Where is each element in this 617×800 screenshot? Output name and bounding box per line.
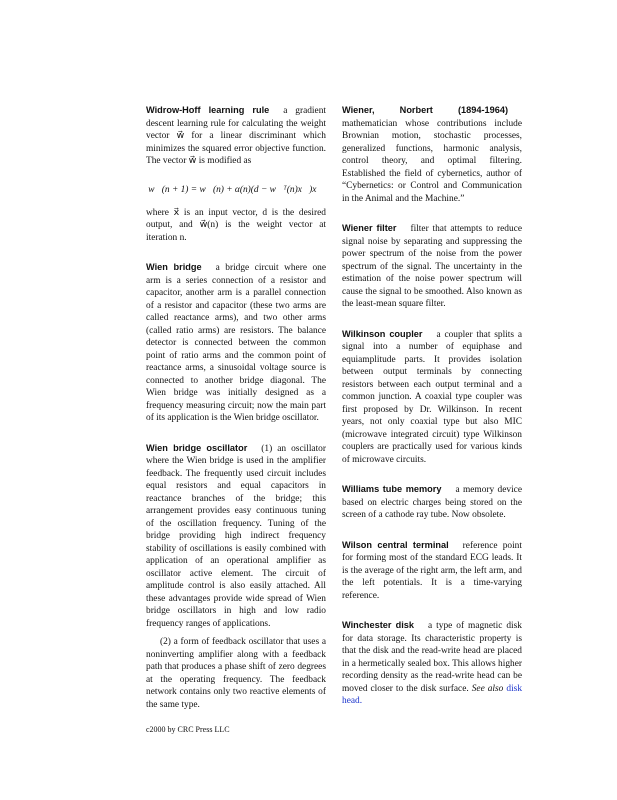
entry-definition: a memory device based on electric charges being stored on the screen of a cathode ray tube. Now obsolete. — [342, 485, 522, 520]
entry-term: Williams tube memory — [342, 484, 442, 494]
entry-definition: a gradient descent learning rule for calculating the weight vector w⃗ for a linear discriminant which minimizes the squared error objective function. The vector w⃗ is modified as — [146, 106, 326, 166]
entry-wilkinson-coupler — [342, 328, 522, 467]
entry-term: Wilson central terminal — [342, 539, 449, 550]
entry-wiener — [342, 104, 522, 205]
disk-head-link[interactable]: disk head. — [342, 683, 523, 706]
equation: w⃗(n + 1) = w⃗(n) + α(n)(d − w⃗ᵀ(n)x⃗)x⃗ — [148, 184, 324, 195]
left-column — [146, 104, 326, 728]
see-also-label: See also — [471, 683, 504, 694]
entry-term: Wien bridge oscillator — [146, 442, 248, 453]
entry-definition: reference point for forming most of the standard ECG leads. It is the average of the right arm, the left arm, and the left potentials. It is a time-varying reference. — [342, 540, 522, 601]
entry-williams-tube-memory — [342, 483, 522, 522]
copyright-footer: c2000 by CRC Press LLC — [146, 725, 230, 734]
entry-term: Wilkinson coupler — [342, 328, 423, 339]
entry-widrow-hoff — [146, 104, 326, 168]
entry-wilson-central-terminal — [342, 539, 522, 603]
entry-definition: filter that attempts to reduce signal noise by separating and suppressing the power spectrum of the noise from the power spectrum of the signal. The uncertainty in the estimation of the noise power spectrum will cause the signal to be smoothed. Also known as the least-mean square filter. — [342, 224, 522, 309]
right-column — [342, 104, 522, 725]
entry-continuation: where x⃗ is an input vector, d is the desired output, and w⃗(n) is the weight vector at iteration n. — [146, 207, 326, 243]
entry-definition: (1) an oscillator where the Wien bridge is used in the amplifier feedback. The frequently used circuit includes equal resistors and equal capacitors in reactance branches of the bridge; this arrangement provides easy continuous tuning of the oscillation frequency. Tuning of the bridge providing high indirect frequency stability of oscillations is easily combined with application of an operational amplifier as oscillator active element. The circuit of amplitude control is also easily attached. All these advantages provide wide spread of Wien bridge oscillators in high and low radio frequency ranges of applications. — [146, 443, 326, 629]
entry-term: Wiener filter — [342, 223, 397, 233]
entry-term: Wien bridge — [146, 262, 202, 272]
entry-definition-2: (2) a form of feedback oscillator that uses a noninverting amplifier along with a feedback path that produces a phase shift of zero degrees at the operating frequency. The feedback network contains only two reactive elements of the same type. — [146, 637, 326, 710]
entry-wien-bridge — [146, 261, 326, 425]
entry-term: Widrow-Hoff learning rule — [146, 105, 270, 115]
entry-definition: a coupler that splits a signal into a number of equiphase and equiamplitude parts. It provides isolation between output terminals by connecting resistors between each output terminal and a common junction. A coaxial type coupler was first proposed by Dr. Wilkinson. In recent years, not only coaxial type but also MIC (microwave integrated circuit) type Wilkinson couplers are practically used for various kinds of microwave circuits. — [342, 329, 522, 465]
entry-term: Winchester disk — [342, 620, 415, 630]
entry-wien-bridge-oscillator — [146, 442, 326, 631]
entry-winchester-disk — [342, 619, 522, 708]
entry-definition: a bridge circuit where one arm is a series connection of a resistor and capacitor, another arm is a parallel connection of a resistor and capacitor (these two arms are called reactance arms), and two other arms (called ratio arms) are resistors. The balance detector is connected between the common point of ratio arms and the common point of reactance arms, a sinusoidal voltage source is connected to another bridge diagonal. The Wien bridge was initially designed as a frequency measuring circuit; now the main part of its application is the Wien bridge oscillator. — [146, 263, 326, 423]
entry-term: Wiener, Norbert (1894-1964) — [342, 105, 508, 115]
entry-definition: a type of magnetic disk for data storage. Its characteristic property is that the disk and the read-write head are placed in a hermetically sealed box. This allows higher recording density as the read-write head can be moved closer to the disk surface. — [342, 621, 522, 694]
entry-wiener-filter — [342, 222, 522, 311]
entry-definition: mathematician whose contributions include Brownian motion, stochastic processes, generalized functions, harmonic analysis, control theory, and optimal filtering. Established the field of cybernetics, author of “Cybernetics: or Control and Communication in the Animal and the Machine.” — [342, 118, 522, 204]
